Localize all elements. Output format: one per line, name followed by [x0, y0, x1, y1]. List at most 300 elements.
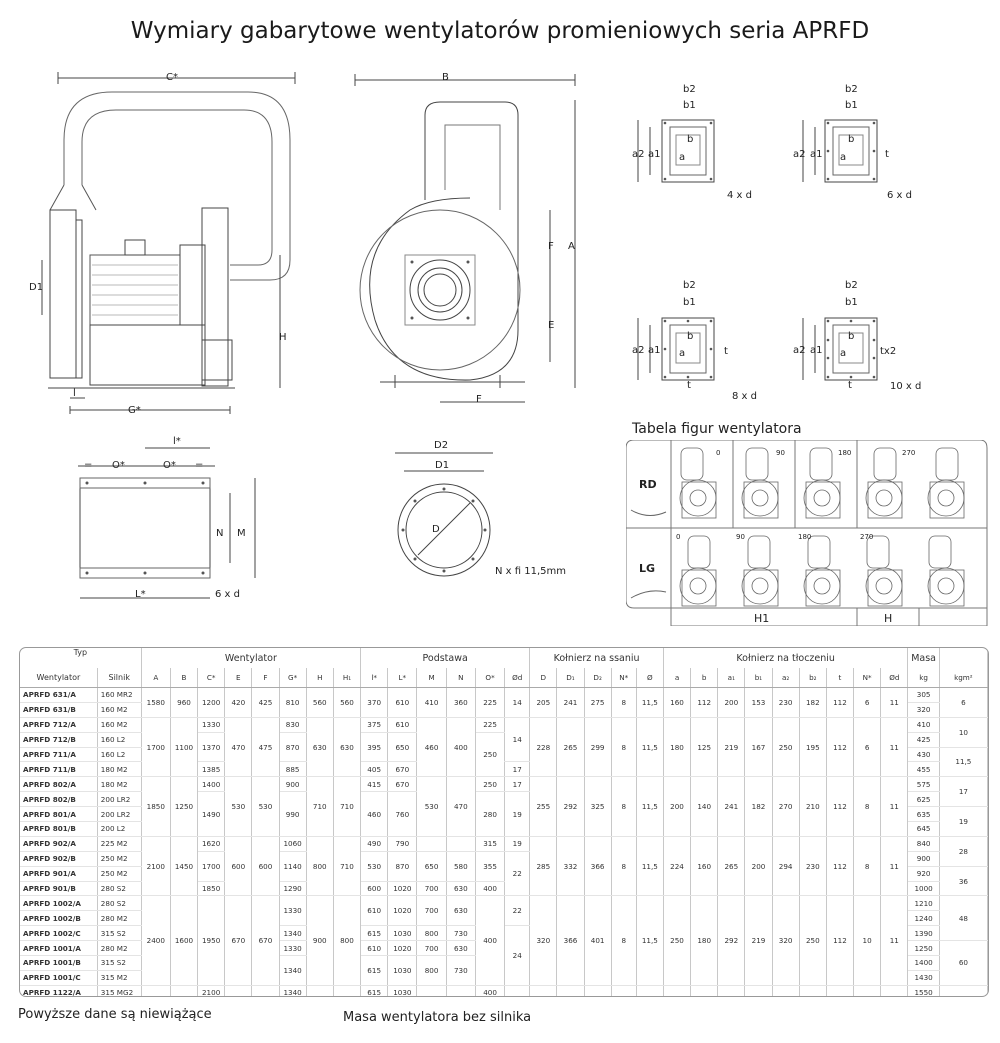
value-cell: 1950 [198, 896, 225, 985]
motor-cell: 160 MR2 [97, 688, 141, 703]
value-cell [854, 985, 881, 997]
value-cell [557, 985, 584, 997]
value-cell: 530 [361, 851, 388, 881]
value-cell: 460 [417, 717, 446, 777]
value-cell [939, 985, 987, 997]
column-header: D₁ [557, 668, 584, 688]
table-row [20, 688, 988, 703]
column-header: N [446, 668, 475, 688]
value-cell: 210 [799, 777, 826, 837]
value-cell: 182 [799, 688, 826, 718]
rd-angle-90: 90 [776, 449, 785, 457]
value-cell: 299 [584, 717, 611, 777]
value-cell: 250 [475, 777, 504, 792]
group-inlet-header: Kołnierz na ssaniu [530, 648, 664, 668]
dim-eq-left-label: = [84, 460, 93, 471]
dim-o1-label: O* [112, 460, 125, 471]
value-cell: 1580 [141, 688, 170, 718]
value-cell: 2100 [198, 985, 225, 997]
outlet-flange-drawing-1 [630, 80, 740, 205]
value-cell: 630 [446, 881, 475, 896]
value-cell: 11 [881, 836, 908, 896]
value-cell [584, 985, 611, 997]
value-cell: 230 [799, 836, 826, 896]
typ-header: Typ [20, 648, 141, 668]
rd-label: RD [639, 478, 657, 491]
value-cell: 200 [663, 777, 690, 837]
value-cell: 22 [505, 851, 530, 896]
lg-angle-180: 180 [798, 533, 812, 541]
value-cell: 1620 [198, 836, 225, 851]
column-header: H [306, 668, 333, 688]
fan-model-cell: APRFD 1001/C [20, 970, 97, 985]
group-outlet-header: Kołnierz na tłoczeniu [663, 648, 908, 668]
motor-cell: 280 M2 [97, 941, 141, 956]
silnik-header: Silnik [97, 668, 141, 688]
mass-kg-cell: 1430 [908, 970, 939, 985]
flange2-a2-label: a2 [793, 149, 806, 160]
value-cell: 285 [530, 836, 557, 896]
flange4-b1-label: b1 [845, 297, 858, 308]
value-cell: 670 [388, 762, 417, 777]
flange1-b-label: b [687, 134, 694, 145]
mass-kg-cell: 1240 [908, 911, 939, 926]
column-header: kgm² [939, 668, 987, 688]
value-cell [772, 985, 799, 997]
value-cell [225, 985, 252, 997]
value-cell: 11,5 [636, 688, 663, 718]
value-cell [141, 985, 170, 997]
value-cell: 410 [417, 688, 446, 718]
flange1-a-label: a [679, 152, 686, 163]
fan-model-cell: APRFD 1001/B [20, 956, 97, 971]
value-cell: 760 [388, 792, 417, 837]
motor-cell: 200 L2 [97, 822, 141, 837]
value-cell: 1020 [388, 896, 417, 926]
value-cell: 1060 [279, 836, 306, 851]
column-header: N* [854, 668, 881, 688]
value-cell [530, 985, 557, 997]
value-cell: 10 [854, 896, 881, 985]
value-cell: 24 [505, 926, 530, 986]
value-cell: 19 [505, 836, 530, 851]
value-cell: 292 [557, 777, 584, 837]
table-row [20, 717, 988, 732]
motor-cell: 315 S2 [97, 926, 141, 941]
value-cell: 1200 [198, 688, 225, 718]
column-header: b₂ [799, 668, 826, 688]
column-header: D₂ [584, 668, 611, 688]
group-fan-header: Wentylator [141, 648, 360, 668]
value-cell: 180 [691, 896, 718, 985]
column-header: F [252, 668, 279, 688]
mass-kg-cell: 320 [908, 702, 939, 717]
value-cell: 355 [475, 851, 504, 881]
mass-kg-cell: 455 [908, 762, 939, 777]
fan-model-cell: APRFD 802/B [20, 792, 97, 807]
value-cell: 1330 [279, 896, 306, 926]
value-cell: 1385 [198, 762, 225, 777]
value-cell: 530 [225, 777, 252, 837]
value-cell: 8 [611, 896, 636, 985]
value-cell: 405 [361, 762, 388, 777]
value-cell: 1370 [198, 732, 225, 762]
value-cell: 153 [745, 688, 772, 718]
value-cell: 19 [505, 792, 530, 837]
value-cell: 200 [718, 688, 745, 718]
flange1-b2-label: b2 [683, 84, 696, 95]
value-cell [636, 985, 663, 997]
value-cell: 530 [417, 777, 446, 837]
value-cell: 11 [881, 896, 908, 985]
dim-o2-label: O* [163, 460, 176, 471]
value-cell [663, 985, 690, 997]
mass-kg-cell: 1400 [908, 956, 939, 971]
value-cell: 700 [417, 896, 446, 926]
lg-label: LG [639, 562, 656, 575]
flange1-a2-label: a2 [632, 149, 645, 160]
value-cell: 11,5 [636, 896, 663, 985]
dim-g-label: G* [128, 405, 141, 416]
value-cell: 530 [252, 777, 279, 837]
mass-kg-cell: 625 [908, 792, 939, 807]
mass-kg-cell: 645 [908, 822, 939, 837]
value-cell: 180 [663, 717, 690, 777]
value-cell: 1140 [279, 851, 306, 881]
flange4-a-label: a [840, 348, 847, 359]
fan-model-cell: APRFD 1122/A [20, 985, 97, 997]
flange3-b2-label: b2 [683, 280, 696, 291]
value-cell: 8 [611, 717, 636, 777]
column-header: O* [475, 668, 504, 688]
value-cell: 2100 [141, 836, 170, 896]
value-cell [417, 985, 446, 997]
value-cell: 36 [939, 866, 987, 896]
value-cell: 265 [557, 717, 584, 777]
flange2-b1-label: b1 [845, 100, 858, 111]
value-cell: 610 [361, 941, 388, 956]
mass-kg-cell: 430 [908, 747, 939, 762]
footnote-mass: Masa wentylatora bez silnika [343, 1010, 532, 1025]
value-cell: 800 [417, 926, 446, 941]
value-cell: 2400 [141, 896, 170, 985]
value-cell: 1030 [388, 985, 417, 997]
motor-cell: 180 M2 [97, 762, 141, 777]
value-cell: 219 [718, 717, 745, 777]
fan-model-cell: APRFD 711/B [20, 762, 97, 777]
value-cell: 1330 [198, 717, 225, 732]
value-cell: 6 [854, 688, 881, 718]
value-cell: 28 [939, 836, 987, 866]
table-row [20, 985, 988, 997]
mass-kg-cell: 1000 [908, 881, 939, 896]
value-cell [718, 985, 745, 997]
value-cell: 275 [584, 688, 611, 718]
column-header: Ød [505, 668, 530, 688]
column-header: D [530, 668, 557, 688]
value-cell: 630 [446, 896, 475, 926]
mass-kg-cell: 425 [908, 732, 939, 747]
value-cell: 470 [446, 777, 475, 837]
motor-cell: 280 M2 [97, 911, 141, 926]
value-cell: 610 [388, 717, 417, 732]
value-cell: 470 [225, 717, 252, 777]
value-cell: 650 [388, 732, 417, 762]
value-cell: 250 [772, 717, 799, 777]
flange3-tb-label: t [687, 380, 691, 391]
fan-model-cell: APRFD 711/A [20, 747, 97, 762]
value-cell [333, 985, 360, 997]
value-cell: 710 [333, 836, 360, 896]
motor-cell: 160 L2 [97, 732, 141, 747]
flange4-t-label: tx2 [880, 346, 897, 357]
value-cell: 224 [663, 836, 690, 896]
motor-cell: 280 S2 [97, 896, 141, 911]
group-empty-header [939, 648, 987, 668]
dim-m-label: M [237, 528, 246, 539]
flange4-a2-label: a2 [793, 345, 806, 356]
value-cell [446, 985, 475, 997]
value-cell: 360 [446, 688, 475, 718]
value-cell: 800 [333, 896, 360, 985]
motor-cell: 250 M2 [97, 851, 141, 866]
value-cell: 810 [279, 688, 306, 718]
value-cell: 8 [611, 688, 636, 718]
value-cell: 250 [663, 896, 690, 985]
value-cell: 205 [530, 688, 557, 718]
value-cell: 700 [417, 881, 446, 896]
value-cell: 17 [505, 762, 530, 777]
flange4-b2-label: b2 [845, 280, 858, 291]
rd-angle-270: 270 [902, 449, 916, 457]
value-cell: 1400 [198, 777, 225, 792]
value-cell [252, 985, 279, 997]
flange4-holes-label: 10 x d [890, 381, 922, 392]
column-header: Ød [881, 668, 908, 688]
motor-cell: 315 MG2 [97, 985, 141, 997]
dim-d1-inlet-label: D1 [435, 460, 450, 471]
value-cell: 1030 [388, 956, 417, 986]
value-cell: 112 [826, 836, 853, 896]
value-cell: 125 [691, 717, 718, 777]
value-cell: 730 [446, 956, 475, 986]
column-header: Ø [636, 668, 663, 688]
value-cell: 366 [557, 896, 584, 985]
value-cell: 320 [772, 896, 799, 985]
value-cell: 19 [939, 807, 987, 837]
value-cell: 10 [939, 717, 987, 747]
mass-kg-cell: 305 [908, 688, 939, 703]
motor-cell: 200 LR2 [97, 807, 141, 822]
value-cell: 14 [505, 717, 530, 762]
value-cell: 1290 [279, 881, 306, 896]
dim-e-label: E [548, 320, 555, 331]
value-cell: 395 [361, 732, 388, 762]
mass-kg-cell: 1210 [908, 896, 939, 911]
motor-cell: 160 M2 [97, 717, 141, 732]
base-holes-label: 6 x d [215, 589, 240, 600]
lg-angle-270: 270 [860, 533, 874, 541]
h-label: H [884, 612, 893, 625]
value-cell: 1330 [279, 941, 306, 956]
column-header: C* [198, 668, 225, 688]
value-cell: 460 [361, 792, 388, 837]
dim-h-label: H [279, 332, 287, 343]
flange3-holes-label: 8 x d [732, 391, 757, 402]
value-cell: 610 [388, 688, 417, 718]
value-cell: 225 [475, 717, 504, 732]
dim-eq-right-label: = [195, 460, 204, 471]
fan-model-cell: APRFD 712/A [20, 717, 97, 732]
value-cell: 800 [417, 956, 446, 986]
value-cell: 294 [772, 836, 799, 896]
fan-model-cell: APRFD 1002/B [20, 911, 97, 926]
value-cell [611, 985, 636, 997]
table-row [20, 896, 988, 911]
rd-angle-180: 180 [838, 449, 852, 457]
value-cell: 270 [772, 777, 799, 837]
value-cell: 292 [718, 896, 745, 985]
motor-cell: 225 M2 [97, 836, 141, 851]
value-cell: 710 [306, 777, 333, 837]
value-cell: 600 [252, 836, 279, 896]
mass-kg-cell: 1550 [908, 985, 939, 997]
value-cell: 885 [279, 762, 306, 777]
value-cell [170, 985, 197, 997]
value-cell: 400 [475, 985, 504, 997]
value-cell: 490 [361, 836, 388, 851]
column-header: M [417, 668, 446, 688]
value-cell: 11,5 [636, 836, 663, 896]
side-view-drawing [350, 70, 590, 415]
value-cell: 610 [361, 896, 388, 926]
table-row [20, 777, 988, 792]
mass-kg-cell: 920 [908, 866, 939, 881]
column-header: kg [908, 668, 939, 688]
value-cell [691, 985, 718, 997]
value-cell [881, 985, 908, 997]
value-cell: 112 [826, 896, 853, 985]
value-cell: 325 [584, 777, 611, 837]
table-row [20, 836, 988, 851]
fan-model-cell: APRFD 902/B [20, 851, 97, 866]
value-cell: 225 [475, 688, 504, 718]
value-cell: 48 [939, 896, 987, 941]
flange3-t-label: t [724, 346, 728, 357]
value-cell: 960 [170, 688, 197, 718]
value-cell: 670 [388, 777, 417, 792]
fan-model-cell: APRFD 801/A [20, 807, 97, 822]
value-cell: 1020 [388, 881, 417, 896]
column-header: A [141, 668, 170, 688]
value-cell: 401 [584, 896, 611, 985]
value-cell: 8 [611, 777, 636, 837]
front-view-drawing [40, 70, 310, 420]
footnote-nonbinding: Powyższe dane są niewiążące [18, 1007, 212, 1022]
value-cell [417, 836, 446, 851]
value-cell: 560 [306, 688, 333, 718]
value-cell: 475 [252, 717, 279, 777]
flange2-holes-label: 6 x d [887, 190, 912, 201]
value-cell: 1020 [388, 941, 417, 956]
value-cell: 415 [361, 777, 388, 792]
value-cell: 990 [279, 792, 306, 837]
motor-cell: 160 L2 [97, 747, 141, 762]
value-cell: 870 [388, 851, 417, 881]
flange3-b-label: b [687, 331, 694, 342]
fan-model-cell: APRFD 901/A [20, 866, 97, 881]
flange1-holes-label: 4 x d [727, 190, 752, 201]
value-cell: 6 [939, 688, 987, 718]
motor-cell: 315 M2 [97, 970, 141, 985]
dim-f-lower-label: F [476, 394, 482, 405]
value-cell: 800 [306, 836, 333, 896]
value-cell: 420 [225, 688, 252, 718]
value-cell: 22 [505, 896, 530, 926]
value-cell: 241 [557, 688, 584, 718]
value-cell: 730 [446, 926, 475, 941]
mass-kg-cell: 635 [908, 807, 939, 822]
flange1-b1-label: b1 [683, 100, 696, 111]
value-cell: 1340 [279, 985, 306, 997]
mass-kg-cell: 410 [908, 717, 939, 732]
value-cell: 265 [718, 836, 745, 896]
value-cell: 1700 [198, 851, 225, 881]
flange4-a1-label: a1 [810, 345, 823, 356]
value-cell [505, 985, 530, 997]
dim-l-star-bottom-label: L* [135, 589, 146, 600]
value-cell: 112 [826, 717, 853, 777]
dimensions-table [19, 647, 989, 997]
value-cell: 1340 [279, 956, 306, 986]
flange3-a-label: a [679, 348, 686, 359]
value-cell: 600 [361, 881, 388, 896]
value-cell: 11,5 [636, 717, 663, 777]
motor-cell: 250 M2 [97, 866, 141, 881]
value-cell: 140 [691, 777, 718, 837]
fan-model-cell: APRFD 802/A [20, 777, 97, 792]
mass-kg-cell: 1250 [908, 941, 939, 956]
value-cell: 17 [939, 777, 987, 807]
value-cell: 195 [799, 717, 826, 777]
value-cell: 830 [279, 717, 306, 732]
value-cell: 710 [333, 777, 360, 837]
value-cell: 1450 [170, 836, 197, 896]
flange2-b2-label: b2 [845, 84, 858, 95]
value-cell: 11,5 [636, 777, 663, 837]
value-cell: 790 [388, 836, 417, 851]
dim-f-upper-label: F [548, 241, 554, 252]
value-cell: 255 [530, 777, 557, 837]
column-header: L* [388, 668, 417, 688]
dim-c-label: C* [166, 72, 178, 83]
column-header: a₁ [718, 668, 745, 688]
dim-a-label: A [568, 241, 575, 252]
flange3-b1-label: b1 [683, 297, 696, 308]
mass-kg-cell: 900 [908, 851, 939, 866]
value-cell: 615 [361, 985, 388, 997]
value-cell: 228 [530, 717, 557, 777]
flange4-tb-label: t [848, 380, 852, 391]
value-cell: 600 [225, 836, 252, 896]
flange2-b-label: b [848, 134, 855, 145]
column-header: t [826, 668, 853, 688]
motor-cell: 160 M2 [97, 702, 141, 717]
value-cell: 900 [306, 896, 333, 985]
value-cell [306, 985, 333, 997]
value-cell: 670 [252, 896, 279, 985]
column-header: b [691, 668, 718, 688]
